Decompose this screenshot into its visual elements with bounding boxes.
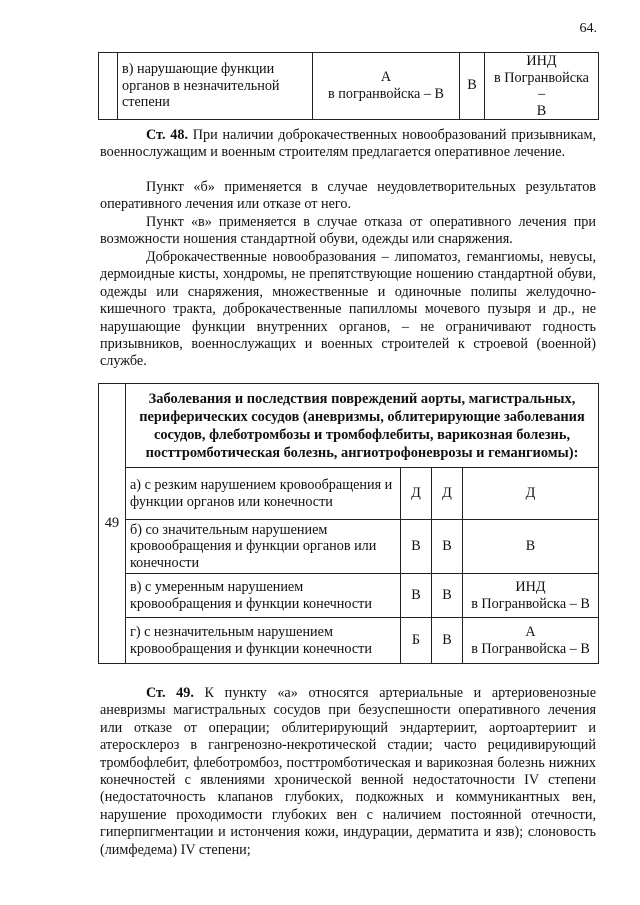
col3-value: ИНД [526,53,557,69]
table-cell-desc: в) нарушающие функции органов в незначительной степени [118,53,313,120]
row-c-col2: В [432,574,463,618]
row-b-col3 [463,520,599,574]
table-cell-col1 [313,53,460,120]
row-d-desc: г) с незначительным нарушением кровообращения и функции конечности [126,618,401,664]
row-d-col1: Б [401,618,432,664]
row-c-col3 [463,574,599,618]
diagnosis-table [98,383,599,664]
article-48-text-1: При наличии доброкачественных новообразований призывникам, военнослужащим и военным строителям предлагается оперативное лечение. [100,127,596,161]
row-a-col2: Д [432,468,463,520]
row-d-col3-value: А [525,624,536,640]
article-number: 49 [99,384,126,664]
article-49-text-1: К пункту «а» относятся артериальные и артериовенозные аневризмы магистральных сосудов при безуспешности оперативного лечения или отказе от операции; облитерирующий эндартериит, аортоартериит и атеросклероз в гангренозно-некротической стадии; часто рецидивирующий тромбофлебит, флеботромбоз, посттромботическая и варикозная болезнь нижних конечностей с явлениями хронической венной недостаточности IV степени (недостаточность клапанов глубоких, подкожных и коммуникантных вен, нарушение проходимости глубоких вен с наличием постоянной отечности, гиперпигментации и истончения кожи, индурации, дерматита и язв); слоновость (лимфедема) IV степени; [100,685,596,858]
article-49-paragraph-1 [100,685,596,859]
article-48-paragraph-4: Доброкачественные новообразования – липоматоз, гемангиомы, невусы, дермоидные кисты, хондромы, не препятствующие ношению стандартной обуви, одежды или снаряжения, множественные и одиночные полипы желудочно-кишечного тракта, доброкачественные папилломы мочевого пузыря и др., не нарушающие функции внутренних органов, – не ограничивают годность призывников, военнослужащих и военных строителей к строевой (военной) службе. [100,249,596,370]
row-a-col3-value: Д [525,484,536,501]
table-cell-empty [99,53,118,120]
col1-value: А [380,69,392,85]
table-heading: Заболевания и последствия повреждений аорты, магистральных, периферических сосудов (аневризмы, облитерирующие заболевания сосудов, флеботромбозы и тромбофлебиты, варикозная болезнь, посттромботическая болезнь, ангиотрофоневрозы и гемангиомы): [126,384,599,468]
article-48-paragraph-3: Пункт «в» применяется в случае отказа от оперативного лечения при возможности ношения стандартной обуви, одежды или снаряжения. [100,214,596,248]
row-c-col3-note: в Погранвойска – В [471,595,590,612]
article-48-paragraph-1 [100,127,596,162]
row-d-col2: В [432,618,463,664]
row-a-desc: а) с резким нарушением кровообращения и функции органов или конечности [126,468,401,520]
table-row [99,520,599,574]
row-a-col1: Д [401,468,432,520]
row-b-col1: В [401,520,432,574]
table-cell-col2: В [460,53,485,120]
row-b-desc: б) со значительным нарушением кровообращения и функции органов или конечности [126,520,401,574]
table-cell-col3 [485,53,599,120]
col3-note: в Погранвойска – [494,69,589,102]
table-row [99,574,599,618]
article-49-lead: Ст. 49. [146,685,194,701]
row-b-col2: В [432,520,463,574]
row-d-col3-note: в Погранвойска – В [471,640,590,657]
col1-note: в погранвойска – В [328,86,444,102]
table-row [99,53,599,120]
col3-note-end: В [536,102,547,119]
table-heading-row [99,384,599,468]
row-a-col3 [463,468,599,520]
article-48-lead: Ст. 48. [146,127,189,143]
table-continued [98,52,599,120]
row-c-col1: В [401,574,432,618]
table-row [99,618,599,664]
page-number: 64. [579,21,597,36]
row-c-desc: в) с умеренным нарушением кровообращения и функции конечности [126,574,401,618]
article-48-paragraph-2: Пункт «б» применяется в случае неудовлетворительных результатов оперативного лечения или отказе от него. [100,179,596,213]
row-d-col3 [463,618,599,664]
row-b-col3-value: В [525,537,536,554]
row-c-col3-value: ИНД [515,579,546,595]
table-row [99,468,599,520]
